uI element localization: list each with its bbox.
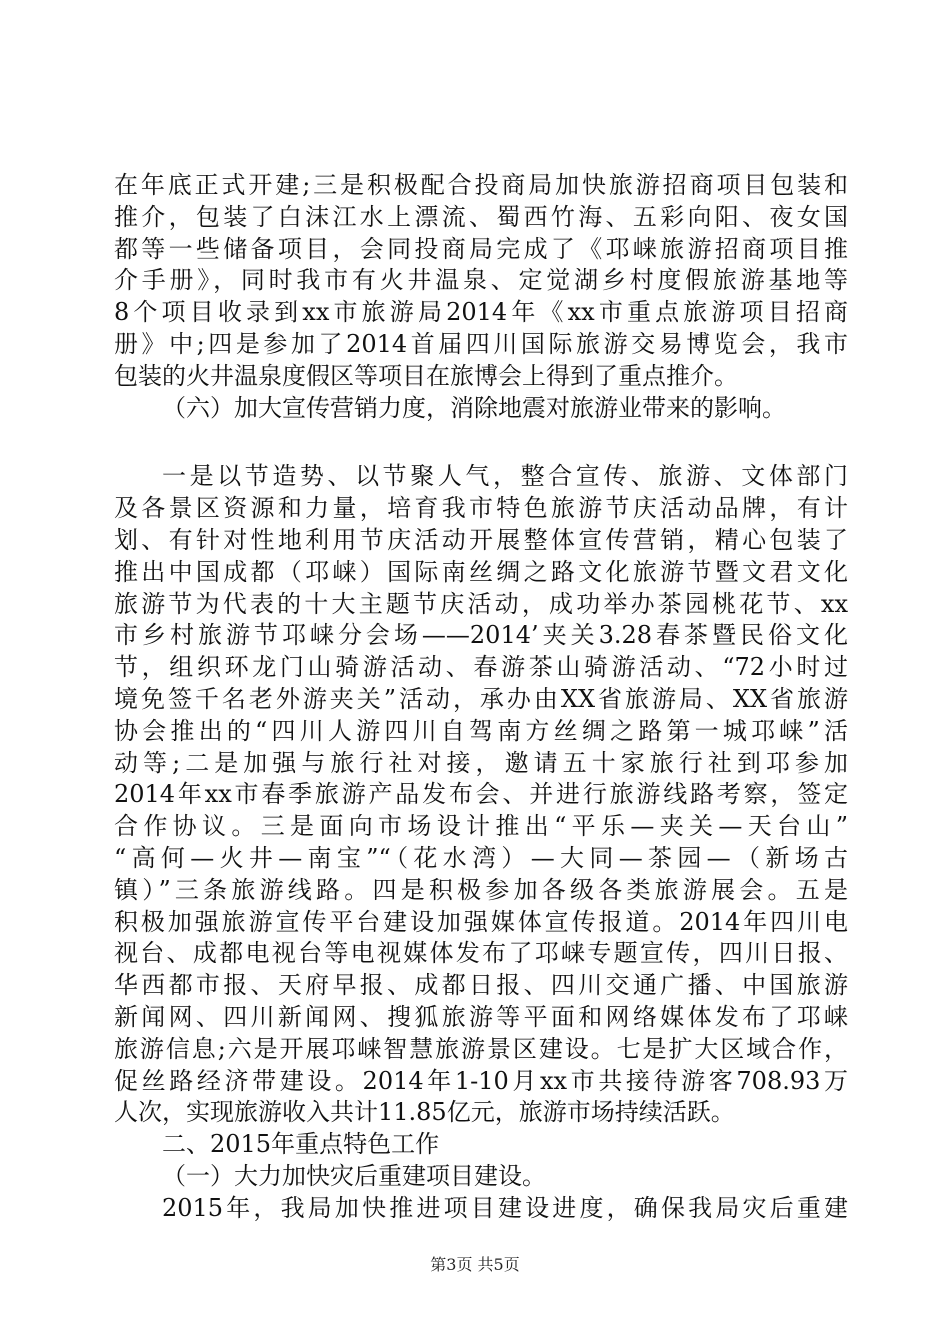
text-line: 在年底正式开建;三是积极配合投商局加快旅游招商项目包装和	[114, 171, 848, 199]
section-heading-2-1	[114, 1161, 848, 1193]
text-line: 协会推出的“四川人游四川自驾南方丝绸之路第一城邛崃”活	[114, 716, 848, 745]
text-line: 市乡村旅游节邛崃分会场——2014’夹关3.28春茶暨民俗文化	[114, 621, 848, 650]
text-line: 划、有针对性地利用节庆活动开展整体宣传营销，精心包装了	[114, 525, 848, 554]
text-line: 人次，实现旅游收入共计11.85亿元，旅游市场持续活跃。	[114, 1098, 735, 1127]
section-heading-6	[114, 393, 848, 425]
text-line: 镇）”三条旅游线路。四是积极参加各级各类旅游展会。五是	[114, 875, 848, 904]
text-line: “高何—火井—南宝”“（花水湾）—大同—茶园—（新场古	[114, 843, 848, 872]
text-line: 积极加强旅游宣传平台建设加强媒体宣传报道。2014年四川电	[114, 907, 848, 936]
paragraph-reconstruction	[114, 1193, 848, 1225]
text-line: 促丝路经济带建设。2014年1-10月xx市共接待游客708.93万	[114, 1066, 848, 1095]
text-line: 包装的火井温泉度假区等项目在旅博会上得到了重点推介。	[114, 361, 738, 390]
text-line: 视台、成都电视台等电视媒体发布了邛崃专题宣传，四川日报、	[114, 939, 848, 968]
text-line: 新闻网、四川新闻网、搜狐旅游等平面和网络媒体发布了邛崃	[114, 1002, 848, 1031]
text-line: 旅游信息;六是开展邛崃智慧旅游景区建设。七是扩大区域合作，	[114, 1034, 848, 1063]
text-line: 合作协议。三是面向市场设计推出“平乐—夹关—天台山”	[114, 812, 848, 841]
text-line: 旅游节为代表的十大主题节庆活动，成功举办茶园桃花节、xx	[114, 589, 848, 618]
text-line: 节，组织环龙门山骑游活动、春游茶山骑游活动、“72小时过	[114, 653, 848, 682]
text-line: 2015年，我局加快推进项目建设进度，确保我局灾后重建	[162, 1193, 848, 1222]
text-line: 介手册》，同时我市有火井温泉、定觉湖乡村度假旅游基地等	[114, 266, 848, 295]
text-line: 8个项目收录到xx市旅游局2014年《xx市重点旅游项目招商	[114, 298, 848, 327]
text-line: 境免签千名老外游夹关”活动，承办由XX省旅游局、XX省旅游	[114, 684, 848, 713]
text-line: 推介，包装了白沫江水上漂流、蜀西竹海、五彩向阳、夜女国	[114, 202, 848, 231]
page-footer: 第3页 共5页	[430, 1255, 520, 1274]
text-line: 一是以节造势、以节聚人气，整合宣传、旅游、文体部门	[162, 462, 848, 491]
text-line: 都等一些储备项目，会同投商局完成了《邛崃旅游招商项目推	[114, 234, 848, 263]
blank-line	[114, 424, 848, 461]
paragraph-continuation	[114, 170, 848, 393]
text-line: 册》中;四是参加了2014首届四川国际旅游交易博览会，我市	[114, 329, 848, 358]
paragraph-promotion	[114, 461, 848, 1129]
text-line: 2014年xx市春季旅游产品发布会、并进行旅游线路考察，签定	[114, 780, 848, 809]
text-line: 华西都市报、天府早报、成都日报、四川交通广播、中国旅游	[114, 971, 848, 1000]
document-body	[114, 170, 848, 1225]
text-line: 及各景区资源和力量，培育我市特色旅游节庆活动品牌，有计	[114, 494, 848, 523]
text-line: 推出中国成都（邛崃）国际南丝绸之路文化旅游节暨文君文化	[114, 557, 848, 586]
section-heading-2	[114, 1129, 848, 1161]
heading-text: 二、2015年重点特色工作	[162, 1130, 440, 1159]
text-line: 动等;二是加强与旅行社对接，邀请五十家旅行社到邛参加	[114, 748, 848, 777]
heading-text: （一）大力加快灾后重建项目建设。	[162, 1161, 546, 1190]
heading-text: （六）加大宣传营销力度，消除地震对旅游业带来的影响。	[162, 393, 786, 422]
